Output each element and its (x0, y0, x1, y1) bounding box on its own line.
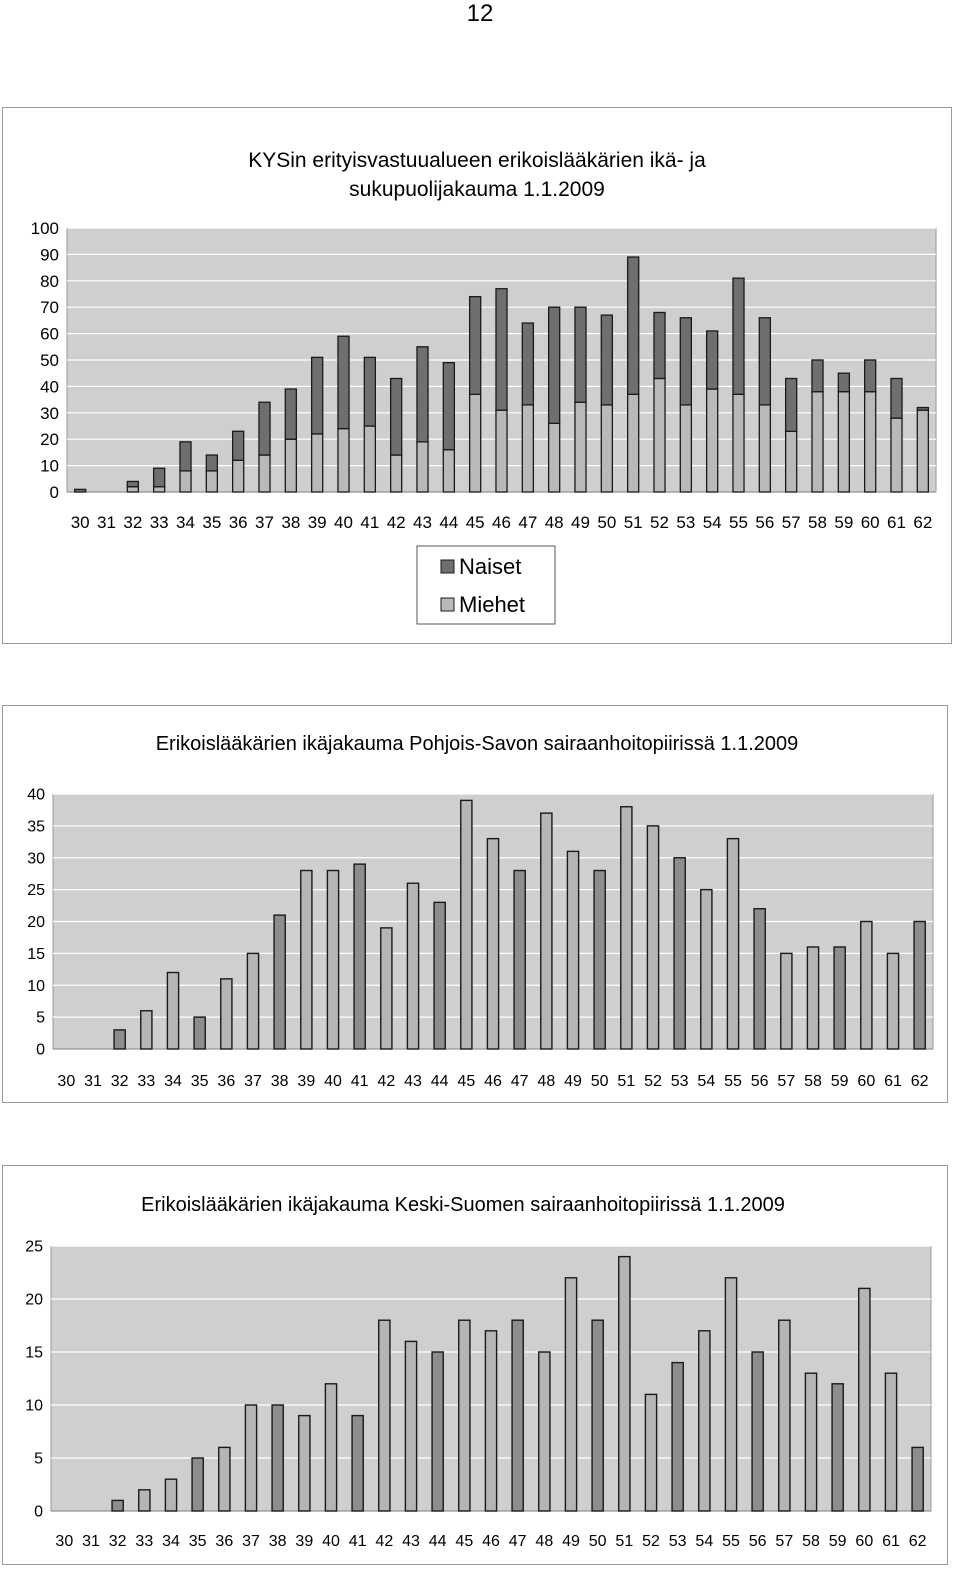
bar-48 (541, 813, 552, 1049)
bar-53 (672, 1363, 683, 1511)
x-tick-label: 35 (202, 513, 222, 532)
bar-miehet-47 (522, 405, 533, 492)
x-tick-label: 57 (777, 1073, 796, 1090)
x-tick-label: 47 (510, 1073, 529, 1090)
bar-miehet-39 (312, 434, 323, 492)
y-tick-label: 60 (40, 324, 59, 344)
x-tick-label: 56 (755, 513, 775, 532)
x-tick-label: 55 (724, 1073, 742, 1090)
bar-58 (805, 1373, 816, 1511)
x-tick-label: 49 (564, 1073, 582, 1090)
bar-44 (432, 1352, 443, 1511)
bar-naiset-45 (470, 297, 481, 395)
bar-49 (567, 851, 578, 1049)
y-tick-label: 30 (27, 850, 45, 868)
bar-miehet-56 (759, 405, 770, 492)
bar-52 (647, 826, 658, 1049)
bar-naiset-37 (259, 402, 270, 455)
bar-naiset-54 (707, 331, 718, 389)
bar-43 (407, 883, 418, 1049)
bar-33 (139, 1490, 150, 1511)
x-tick-label: 56 (748, 1533, 767, 1550)
x-tick-label: 57 (775, 1533, 794, 1550)
bar-60 (861, 922, 872, 1050)
x-tick-label: 38 (268, 1533, 287, 1550)
bar-naiset-53 (680, 318, 691, 405)
bar-miehet-43 (417, 442, 428, 492)
x-tick-label: 59 (828, 1533, 847, 1550)
x-tick-label: 41 (360, 513, 380, 532)
bar-55 (727, 839, 738, 1049)
y-tick-label: 90 (40, 245, 59, 265)
x-tick-label: 31 (97, 513, 116, 532)
x-tick-label: 40 (334, 513, 353, 532)
y-tick-label: 100 (30, 218, 59, 238)
bar-miehet-50 (601, 405, 612, 492)
x-tick-label: 48 (537, 1073, 556, 1090)
bar-miehet-51 (628, 394, 639, 492)
bar-59 (834, 947, 845, 1049)
x-tick-label: 34 (164, 1073, 182, 1090)
x-tick-label: 54 (702, 513, 722, 532)
y-tick-label: 0 (49, 482, 59, 502)
bar-naiset-61 (891, 378, 902, 418)
x-tick-label: 38 (281, 513, 301, 532)
bar-naiset-33 (154, 468, 165, 486)
x-tick-label: 59 (830, 1073, 849, 1090)
bar-34 (165, 1479, 176, 1511)
bar-33 (141, 1011, 152, 1049)
y-tick-label: 20 (27, 914, 45, 932)
bar-miehet-59 (838, 392, 849, 492)
x-tick-label: 45 (457, 1073, 476, 1090)
x-tick-label: 50 (597, 513, 617, 532)
y-tick-label: 35 (27, 818, 45, 836)
bar-35 (194, 1017, 205, 1049)
x-tick-label: 36 (215, 1533, 234, 1550)
x-tick-label: 48 (544, 513, 564, 532)
bar-53 (674, 858, 685, 1049)
bar-naiset-39 (312, 357, 323, 434)
x-tick-label: 38 (270, 1073, 289, 1090)
x-tick-label: 43 (404, 1073, 422, 1090)
bar-naiset-55 (733, 278, 744, 394)
x-tick-label: 44 (428, 1533, 447, 1550)
x-tick-label: 39 (297, 1073, 316, 1090)
x-tick-label: 39 (295, 1533, 314, 1550)
y-tick-label: 15 (27, 945, 45, 963)
legend-label-naiset: Naiset (459, 554, 522, 579)
x-tick-label: 55 (729, 513, 748, 532)
bar-miehet-61 (891, 418, 902, 492)
bar-naiset-41 (364, 357, 375, 426)
x-tick-label: 37 (242, 1533, 260, 1550)
x-tick-label: 61 (884, 1073, 902, 1090)
x-tick-label: 44 (439, 513, 459, 532)
x-tick-label: 48 (535, 1533, 554, 1550)
x-tick-label: 32 (110, 1073, 129, 1090)
bar-52 (645, 1394, 656, 1511)
x-tick-label: 57 (781, 513, 801, 532)
x-tick-label: 36 (217, 1073, 236, 1090)
bar-56 (754, 909, 765, 1049)
bar-miehet-46 (496, 410, 507, 492)
x-tick-label: 45 (455, 1533, 474, 1550)
chart-pohjois-savo-svg (3, 706, 947, 1102)
chart-pohjois-savo-age (2, 705, 948, 1103)
bar-37 (247, 953, 258, 1049)
bar-naiset-44 (443, 363, 454, 450)
bar-miehet-53 (680, 405, 691, 492)
bar-miehet-58 (812, 392, 823, 492)
x-tick-label: 35 (190, 1073, 209, 1090)
x-tick-label: 61 (882, 1533, 900, 1550)
y-tick-label: 30 (40, 403, 59, 423)
x-tick-label: 60 (860, 513, 880, 532)
y-tick-label: 5 (34, 1450, 43, 1468)
chart-title: Erikoislääkärien ikäjakauma Pohjois-Savon sairaanhoitopiirissä 1.1.2009 (155, 733, 799, 755)
bar-36 (221, 979, 232, 1049)
bar-miehet-55 (733, 394, 744, 492)
bar-miehet-33 (154, 487, 165, 492)
chart-keski-suomi-svg (3, 1166, 947, 1564)
x-tick-label: 49 (571, 513, 590, 532)
x-tick-label: 40 (322, 1533, 340, 1550)
bar-60 (859, 1288, 870, 1511)
bar-36 (219, 1447, 230, 1511)
x-tick-label: 60 (855, 1533, 874, 1550)
x-tick-label: 47 (508, 1533, 527, 1550)
bar-miehet-62 (917, 410, 928, 492)
bar-naiset-34 (180, 442, 191, 471)
x-tick-label: 34 (162, 1533, 180, 1550)
bar-naiset-56 (759, 318, 770, 405)
bar-32 (112, 1500, 123, 1511)
page-number: 12 (466, 0, 494, 27)
bar-35 (192, 1458, 203, 1511)
bar-miehet-57 (786, 431, 797, 492)
bar-46 (485, 1331, 496, 1511)
bar-39 (299, 1416, 310, 1511)
x-tick-label: 35 (188, 1533, 207, 1550)
bar-naiset-51 (628, 257, 639, 394)
x-tick-label: 58 (802, 1533, 820, 1550)
x-tick-label: 30 (70, 513, 90, 532)
y-tick-label: 80 (40, 271, 59, 291)
x-tick-label: 47 (518, 513, 538, 532)
x-tick-label: 62 (913, 513, 933, 532)
bar-38 (274, 915, 285, 1049)
bar-37 (245, 1405, 256, 1511)
chart-kys-age-gender (2, 107, 952, 644)
bar-50 (592, 1320, 603, 1511)
bar-miehet-45 (470, 394, 481, 492)
x-tick-label: 51 (623, 513, 643, 532)
bar-miehet-52 (654, 378, 665, 492)
bar-44 (434, 902, 445, 1049)
bar-miehet-60 (865, 392, 876, 492)
bar-naiset-58 (812, 360, 823, 392)
x-tick-label: 61 (887, 513, 906, 532)
x-tick-label: 52 (644, 1073, 662, 1090)
bar-miehet-40 (338, 429, 349, 492)
bar-34 (167, 973, 178, 1050)
bar-42 (379, 1320, 390, 1511)
bar-miehet-54 (707, 389, 718, 492)
chart-title: Erikoislääkärien ikäjakauma Keski-Suomen sairaanhoitopiirissä 1.1.2009 (141, 1194, 785, 1216)
bar-46 (487, 839, 498, 1049)
x-tick-label: 42 (375, 1533, 394, 1550)
x-tick-label: 31 (84, 1073, 102, 1090)
bar-naiset-50 (601, 315, 612, 405)
y-tick-label: 70 (40, 298, 59, 318)
chart-title-line: KYSin erityisvastuualueen erikoislääkärien ikä- ja (248, 149, 706, 172)
bar-naiset-60 (865, 360, 876, 392)
x-tick-label: 32 (108, 1533, 127, 1550)
bar-miehet-38 (285, 439, 296, 492)
x-tick-label: 37 (255, 513, 274, 532)
bar-miehet-32 (127, 487, 138, 492)
bar-naiset-38 (285, 389, 296, 439)
x-tick-label: 41 (350, 1073, 369, 1090)
bar-55 (725, 1278, 736, 1511)
bar-42 (381, 928, 392, 1049)
x-tick-label: 50 (588, 1533, 607, 1550)
bar-miehet-37 (259, 455, 270, 492)
x-tick-label: 50 (590, 1073, 609, 1090)
x-tick-label: 31 (82, 1533, 100, 1550)
y-tick-label: 5 (36, 1009, 45, 1027)
legend-swatch-naiset (441, 560, 454, 573)
x-tick-label: 62 (910, 1073, 929, 1090)
chart-title-line: sukupuolijakauma 1.1.2009 (349, 178, 605, 201)
x-tick-label: 44 (430, 1073, 449, 1090)
y-tick-label: 40 (40, 377, 59, 397)
y-tick-label: 0 (36, 1041, 45, 1059)
bar-naiset-42 (391, 378, 402, 455)
bar-54 (701, 890, 712, 1049)
x-tick-label: 43 (402, 1533, 420, 1550)
bar-38 (272, 1405, 283, 1511)
x-tick-label: 49 (562, 1533, 580, 1550)
x-tick-label: 41 (348, 1533, 367, 1550)
legend-label-miehet: Miehet (459, 592, 526, 617)
y-tick-label: 10 (25, 1397, 43, 1415)
x-tick-label: 55 (722, 1533, 740, 1550)
chart-kys-svg (3, 108, 951, 643)
bar-naiset-46 (496, 289, 507, 410)
bar-miehet-41 (364, 426, 375, 492)
bar-miehet-49 (575, 402, 586, 492)
x-tick-label: 53 (668, 1533, 687, 1550)
y-tick-label: 10 (27, 977, 45, 995)
x-tick-label: 52 (642, 1533, 660, 1550)
x-tick-label: 42 (386, 513, 406, 532)
bar-48 (539, 1352, 550, 1511)
x-tick-label: 59 (834, 513, 854, 532)
bar-40 (325, 1384, 336, 1511)
bar-41 (354, 864, 365, 1049)
bar-39 (301, 871, 312, 1050)
x-tick-label: 54 (697, 1073, 716, 1090)
x-tick-label: 42 (377, 1073, 396, 1090)
y-tick-label: 25 (25, 1238, 43, 1256)
x-tick-label: 58 (808, 513, 827, 532)
bar-miehet-44 (443, 450, 454, 492)
bar-57 (779, 1320, 790, 1511)
x-tick-label: 34 (176, 513, 195, 532)
x-tick-label: 36 (228, 513, 248, 532)
x-tick-label: 33 (135, 1533, 154, 1550)
x-tick-label: 46 (492, 513, 511, 532)
y-tick-label: 20 (25, 1291, 43, 1309)
chart-keski-suomi-age (2, 1165, 948, 1565)
bar-40 (327, 871, 338, 1050)
bar-32 (114, 1030, 125, 1049)
bar-49 (565, 1278, 576, 1511)
bar-47 (514, 871, 525, 1050)
bar-59 (832, 1384, 843, 1511)
bar-miehet-42 (391, 455, 402, 492)
bar-51 (619, 1257, 630, 1511)
bar-naiset-62 (917, 408, 928, 411)
x-tick-label: 52 (650, 513, 669, 532)
x-tick-label: 53 (676, 513, 696, 532)
bar-naiset-40 (338, 336, 349, 428)
bar-51 (621, 807, 632, 1049)
bar-50 (594, 871, 605, 1050)
bar-54 (699, 1331, 710, 1511)
x-tick-label: 33 (137, 1073, 156, 1090)
x-tick-label: 54 (695, 1533, 714, 1550)
x-tick-label: 46 (484, 1073, 502, 1090)
x-tick-label: 39 (307, 513, 327, 532)
x-tick-label: 40 (324, 1073, 342, 1090)
bar-58 (807, 947, 818, 1049)
x-tick-label: 30 (55, 1533, 74, 1550)
x-tick-label: 43 (413, 513, 432, 532)
bar-45 (459, 1320, 470, 1511)
y-tick-label: 25 (27, 882, 45, 900)
x-tick-label: 33 (149, 513, 169, 532)
x-tick-label: 32 (123, 513, 143, 532)
bar-naiset-49 (575, 307, 586, 402)
bar-miehet-34 (180, 471, 191, 492)
bar-41 (352, 1416, 363, 1511)
bar-naiset-32 (127, 481, 138, 486)
bar-naiset-52 (654, 312, 665, 378)
bar-miehet-35 (206, 471, 217, 492)
bar-61 (887, 953, 898, 1049)
bar-45 (461, 800, 472, 1049)
bar-naiset-59 (838, 373, 849, 391)
bar-naiset-35 (206, 455, 217, 471)
x-tick-label: 58 (804, 1073, 822, 1090)
bar-naiset-48 (549, 307, 560, 423)
legend-swatch-miehet (441, 598, 454, 611)
x-tick-label: 60 (857, 1073, 876, 1090)
y-tick-label: 15 (25, 1344, 43, 1362)
y-tick-label: 20 (40, 430, 59, 450)
bar-naiset-43 (417, 347, 428, 442)
bar-56 (752, 1352, 763, 1511)
y-tick-label: 10 (40, 456, 59, 476)
bar-43 (405, 1341, 416, 1511)
bar-naiset-36 (233, 431, 244, 460)
x-tick-label: 53 (670, 1073, 689, 1090)
y-tick-label: 50 (40, 350, 59, 370)
bar-naiset-30 (75, 489, 86, 492)
x-tick-label: 45 (465, 513, 485, 532)
bar-naiset-47 (522, 323, 533, 405)
bar-62 (912, 1447, 923, 1511)
x-tick-label: 62 (908, 1533, 927, 1550)
x-tick-label: 56 (750, 1073, 769, 1090)
bar-57 (781, 953, 792, 1049)
x-tick-label: 46 (482, 1533, 500, 1550)
y-tick-label: 0 (34, 1503, 43, 1521)
bar-47 (512, 1320, 523, 1511)
bar-miehet-36 (233, 460, 244, 492)
x-tick-label: 51 (615, 1533, 634, 1550)
x-tick-label: 37 (244, 1073, 262, 1090)
bar-miehet-48 (549, 423, 560, 492)
x-tick-label: 30 (57, 1073, 76, 1090)
bar-naiset-57 (786, 378, 797, 431)
y-tick-label: 40 (27, 786, 45, 804)
x-tick-label: 51 (617, 1073, 636, 1090)
bar-62 (914, 922, 925, 1050)
bar-61 (885, 1373, 896, 1511)
